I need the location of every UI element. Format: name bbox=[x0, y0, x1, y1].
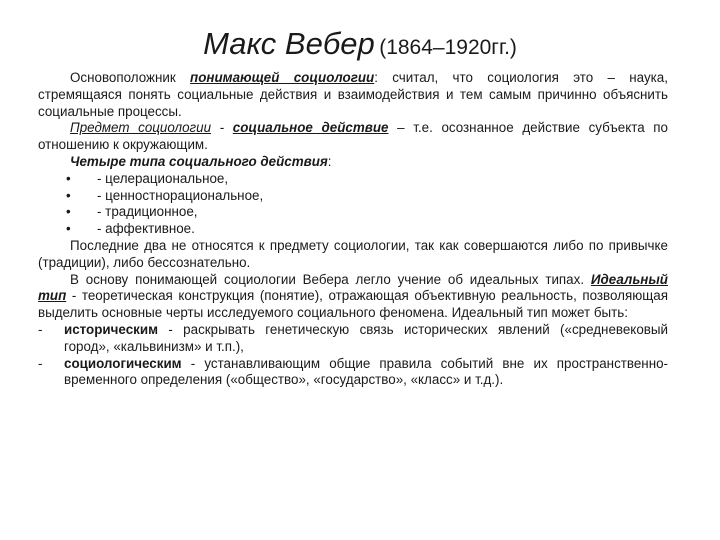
list-item bbox=[38, 356, 668, 390]
bullet-icon: • bbox=[66, 187, 71, 203]
p1-text-c: : считал, что социология это – наука, стремящаяся понять социальные действия и взаимодействия и тем самым причинно объяснить социальные процессы. bbox=[38, 70, 668, 119]
paragraph-types-heading bbox=[38, 154, 668, 171]
title-name: Макс Вебер bbox=[203, 26, 375, 61]
p5-term: Идеальный тип bbox=[38, 271, 668, 304]
list-item bbox=[38, 322, 668, 356]
list-item bbox=[38, 171, 668, 188]
paragraph-last-two: Последние два не относятся к предмету социологии, так как совершаются либо по привычке (традиции), либо бессознательно. bbox=[38, 237, 668, 270]
list-item bbox=[38, 221, 668, 238]
list-item-text: - аффективное. bbox=[97, 221, 195, 237]
bullet-icon: • bbox=[66, 170, 71, 186]
kind-term: социологическим bbox=[64, 355, 182, 371]
p1-text-a: Основоположник bbox=[70, 70, 191, 85]
kind-text: - раскрывать генетическую связь исторических явлений («средневековый город», «кальвинизм» и т.п.), bbox=[64, 321, 668, 354]
list-item-text: - традиционное, bbox=[97, 204, 198, 220]
list-item-text: - ценностнорациональное, bbox=[97, 187, 264, 203]
title-years: (1864–1920гг.) bbox=[379, 36, 517, 59]
paragraph-ideal-type bbox=[38, 272, 668, 322]
paragraph-subject bbox=[38, 120, 668, 154]
dash-marker: - bbox=[38, 355, 43, 371]
slide-title bbox=[0, 26, 720, 62]
p3-heading: Четыре типа социального действия bbox=[70, 153, 328, 169]
bullet-icon: • bbox=[66, 221, 71, 237]
p5-text-c: - теоретическая конструкция (понятие), отражающая объективную реальность, позволяющая выделить основные черты исследуемого социального феномена. Идеальный тип может быть: bbox=[38, 288, 668, 321]
p2-text-d: – т.е. осознанное действие субъекта по отношению к окружающим. bbox=[38, 120, 668, 153]
p1-term: понимающей социологии bbox=[190, 70, 375, 85]
list-item bbox=[38, 188, 668, 205]
bullet-icon: • bbox=[66, 204, 71, 220]
kind-text: - устанавливающим общие правила событий вне их пространственно-временного определения («общество», «государство», «класс» и т.д.). bbox=[64, 355, 668, 388]
paragraph-founder bbox=[38, 70, 668, 120]
dash-marker: - bbox=[38, 321, 43, 337]
p5-text-a: В основу понимающей социологии Вебера легло учение об идеальных типах. bbox=[70, 271, 591, 287]
list-item-text: - целерациональное, bbox=[97, 170, 229, 186]
p3-colon: : bbox=[327, 153, 332, 169]
list-item bbox=[38, 204, 668, 221]
p2-subject-label: Предмет социологии bbox=[70, 120, 212, 136]
kind-term: историческим bbox=[64, 321, 158, 337]
p2-dash: - bbox=[211, 120, 233, 136]
slide-body bbox=[38, 70, 668, 389]
p2-term: социальное действие bbox=[232, 120, 389, 136]
